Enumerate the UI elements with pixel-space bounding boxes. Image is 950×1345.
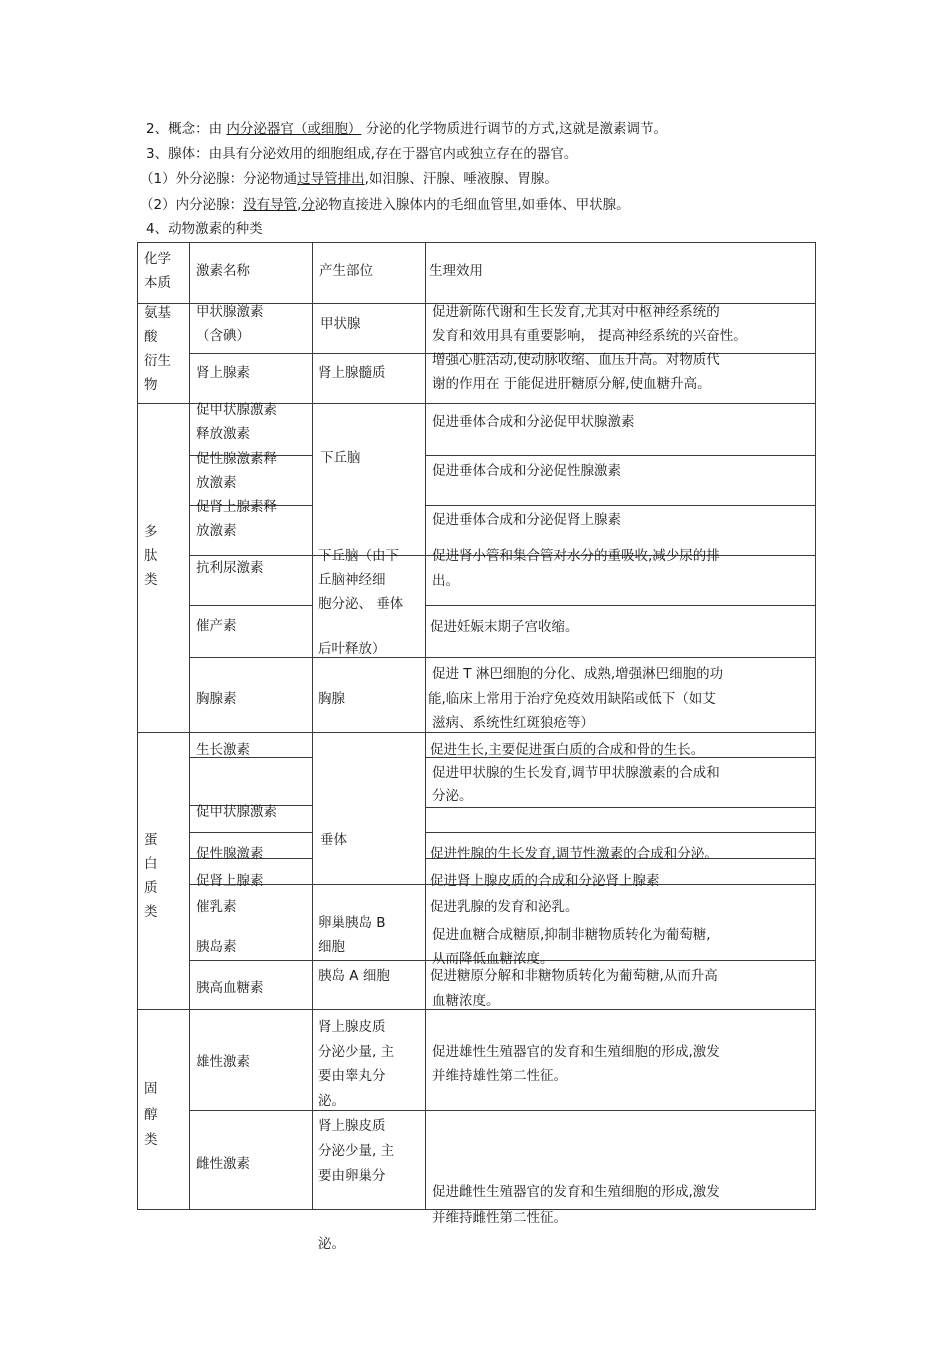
name-oxytocin: 催产素 (196, 618, 237, 634)
effect-gth: 促进性腺的生长发育,调节性激素的合成和分泌。 (430, 846, 718, 862)
effect-thymosin: 促进 T 淋巴细胞的分化、成熟,增强淋巴细胞的功 (432, 666, 724, 682)
name-acth: 促肾上腺素 (196, 873, 264, 889)
site-hypothalamus-posterior: 下丘脑（由下 (318, 548, 399, 564)
name-crh: 放激素 (196, 523, 237, 539)
effect-tsh: 促进甲状腺的生长发育,调节甲状腺激素的合成和 (432, 765, 720, 781)
header-name: 激素名称 (196, 263, 250, 279)
effect-glucagon: 血糖浓度。 (432, 993, 500, 1009)
effect-adh: 出。 (432, 573, 459, 589)
name-prolactin: 催乳素 (196, 899, 237, 915)
effect-insulin: 促进血糖合成糖原,抑制非糖物质转化为葡萄糖, (432, 927, 711, 943)
name-adh: 抗利尿激素 (196, 560, 264, 576)
category-peptide: 肽 (144, 548, 158, 564)
header-effect: 生理效用 (429, 263, 483, 279)
name-gh: 生长激素 (196, 742, 250, 758)
category-peptide: 多 (144, 524, 158, 540)
effect-thyroxine: 发育和效用具有重要影响， 提高神经系统的兴奋性。 (432, 328, 747, 344)
effect-tsh: 分泌。 (432, 788, 473, 804)
effect-trh: 促进垂体合成和分泌促甲状腺激素 (432, 414, 635, 430)
site-ovary: 分泌少量, 主 (318, 1143, 395, 1159)
header-site: 产生部位 (319, 263, 373, 279)
effect-gnrh: 促进垂体合成和分泌促性腺激素 (432, 463, 621, 479)
name-adrenaline: 肾上腺素 (196, 365, 250, 381)
effect-oxytocin: 促进妊娠末期子宫收缩。 (430, 619, 579, 635)
effect-acth: 促进肾上腺皮质的合成和分泌肾上腺素 (430, 873, 660, 889)
effect-thymosin: 滋病、系统性红斑狼疮等） (432, 715, 594, 731)
hormone-types-heading: 4、动物激素的种类 (146, 221, 263, 237)
effect-adh: 促进肾小管和集合管对水分的重吸收,减少尿的排 (432, 548, 720, 564)
site-thyroid: 甲状腺 (320, 316, 361, 332)
category-protein: 蛋 (144, 832, 158, 848)
site-hypothalamus: 下丘脑 (320, 450, 361, 466)
site-hypothalamus-posterior: 丘脑神经细 (318, 572, 386, 588)
name-trh: 促甲状腺激素 (196, 402, 277, 418)
effect-adrenaline: 谢的作用在 于能促进肝糖原分解,使血糖升高。 (432, 376, 711, 392)
endocrine-line: （2）内分泌腺：没有导管,分泌物直接进入腺体内的毛细血管里,如垂体、甲状腺。 (140, 197, 630, 213)
effect-thyroxine: 促进新陈代谢和生长发育,尤其对中枢神经系统的 (432, 304, 720, 320)
site-adrenal-medulla: 肾上腺髓质 (318, 365, 386, 381)
effect-insulin: 从而降低血糖浓度。 (432, 951, 554, 967)
name-thyroxine: 甲状腺激素 (196, 304, 264, 320)
site-ovary: 泌。 (318, 1236, 345, 1252)
category-steroid: 固 (144, 1081, 158, 1097)
site-ovary: 肾上腺皮质 (318, 1118, 386, 1134)
name-gnrh: 促性腺激素释 (196, 451, 277, 467)
site-thymus: 胸腺 (318, 691, 345, 707)
name-gnrh: 放激素 (196, 475, 237, 491)
site-testis: 泌。 (318, 1093, 345, 1109)
header-nature-1: 化学 (144, 251, 171, 267)
effect-estrogen: 并维持雌性第二性征。 (432, 1210, 567, 1226)
name-tsh: 促甲状腺激素 (196, 804, 277, 820)
category-protein: 类 (144, 904, 158, 920)
site-hypothalamus-posterior: 胞分泌、 垂体 (318, 596, 404, 612)
gland-line: 3、腺体：由具有分泌效用的细胞组成,存在于器官内或独立存在的器官。 (146, 146, 578, 162)
site-pituitary: 垂体 (320, 832, 347, 848)
effect-estrogen: 促进雌性生殖器官的发育和生殖细胞的形成,激发 (432, 1184, 720, 1200)
name-gth: 促性腺激素 (196, 846, 264, 862)
name-crh: 促肾上腺素释 (196, 499, 277, 515)
site-islet-a: 胰岛 A 细胞 (318, 968, 390, 984)
category-steroid: 醇 (144, 1107, 158, 1123)
category-steroid: 类 (144, 1132, 158, 1148)
category-protein: 白 (144, 856, 158, 872)
exocrine-line: （1）外分泌腺：分泌物通过导管排出,如泪腺、汗腺、唾液腺、胃腺。 (140, 171, 558, 187)
effect-adrenaline: 增强心脏活动,使动脉收缩、血压升高。对物质代 (432, 352, 720, 368)
name-trh: 释放激素 (196, 426, 250, 442)
effect-prolactin: 促进乳腺的发育和泌乳。 (430, 899, 579, 915)
effect-androgen: 并维持雄性第二性征。 (432, 1068, 567, 1084)
effect-gh: 促进生长,主要促进蛋白质的合成和骨的生长。 (430, 742, 705, 758)
name-insulin: 胰岛素 (196, 939, 237, 955)
category-peptide: 类 (144, 572, 158, 588)
effect-androgen: 促进雄性生殖器官的发育和生殖细胞的形成,激发 (432, 1044, 720, 1060)
name-estrogen: 雌性激素 (196, 1156, 250, 1172)
site-testis: 分泌少量, 主 (318, 1044, 395, 1060)
effect-glucagon: 促进糖原分解和非糖物质转化为葡萄糖,从而升高 (430, 968, 718, 984)
category-protein: 质 (144, 880, 158, 896)
site-islet-b: 细胞 (318, 939, 345, 955)
concept-line: 2、概念：由 内分泌器官（或细胞） 分泌的化学物质进行调节的方式,这就是激素调节。 (146, 121, 667, 137)
effect-thymosin: 能,临床上常用于治疗免疫效用缺陷或低下（如艾 (428, 691, 716, 707)
name-thymosin: 胸腺素 (196, 691, 237, 707)
name-glucagon: 胰高血糖素 (196, 980, 264, 996)
category-amino: 氨基 (144, 305, 171, 321)
site-ovary: 要由卵巢分 (318, 1168, 386, 1184)
effect-crh: 促进垂体合成和分泌促肾上腺素 (432, 512, 621, 528)
site-islet-b: 卵巢胰岛 B (318, 915, 386, 931)
category-amino: 衍生 (144, 353, 171, 369)
site-testis: 要由睾丸分 (318, 1068, 386, 1084)
site-hypothalamus-posterior: 后叶释放） (318, 641, 386, 657)
name-androgen: 雄性激素 (196, 1054, 250, 1070)
category-amino: 酸 (144, 329, 158, 345)
category-amino: 物 (144, 377, 158, 393)
header-nature-2: 本质 (144, 275, 171, 291)
name-thyroxine: （含碘） (196, 328, 250, 344)
site-testis: 肾上腺皮质 (318, 1019, 386, 1035)
